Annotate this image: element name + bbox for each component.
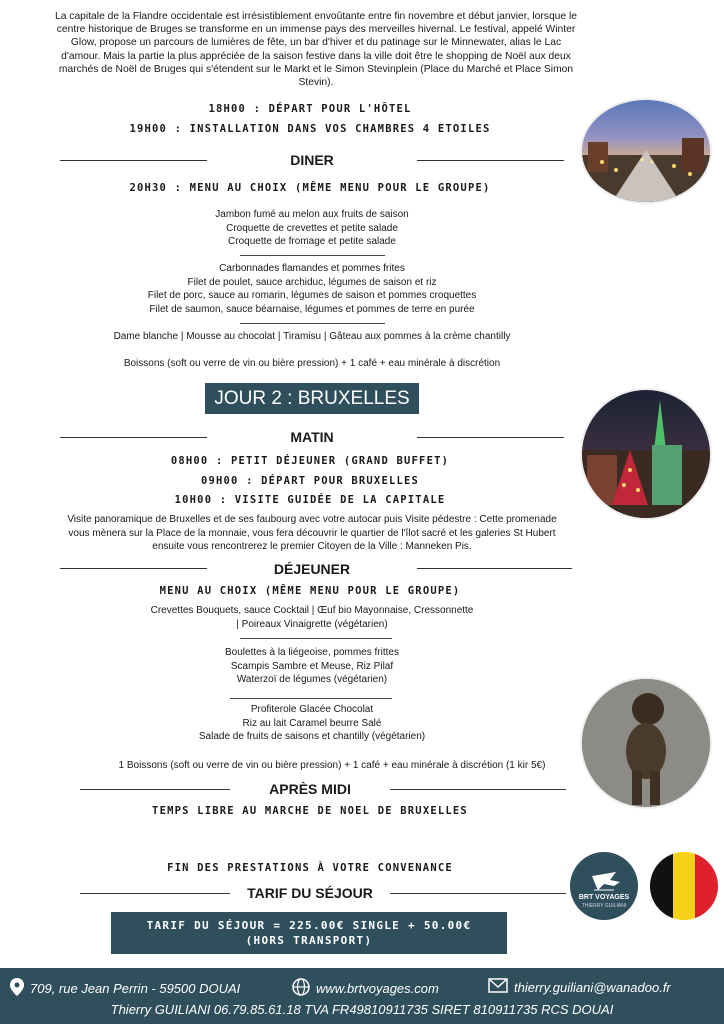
apres-midi-text: TEMPS LIBRE AU MARCHE DE NOEL DE BRUXELLES [152, 805, 468, 817]
menu-separator [240, 638, 392, 639]
logo-name: BRT VOYAGES [578, 894, 630, 901]
location-pin-icon [10, 978, 24, 999]
grand-place-photo [580, 388, 712, 520]
globe-icon [292, 978, 310, 999]
dejeuner-boissons: 1 Boissons (soft ou verre de vin ou bière pression) + 1 café + eau minérale à discrétion (1 kir 5€) [118, 760, 546, 771]
dejeuner-title: DÉJEUNER [273, 561, 351, 577]
flag-yellow-band [673, 852, 695, 920]
diner-plats [80, 262, 544, 316]
divider-right [390, 893, 566, 894]
apres-midi-title: APRÈS MIDI [269, 781, 351, 797]
day2-banner: JOUR 2 : BRUXELLES [205, 383, 419, 414]
bruges-market-photo [580, 98, 712, 204]
menu-item: | Poireaux Vinaigrette (végétarien) [236, 618, 388, 630]
dejeuner-plats [150, 646, 474, 687]
diner-title: DINER [290, 152, 334, 168]
divider-left [60, 437, 207, 438]
diner-boissons: Boissons (soft ou verre de vin ou bière pression) + 1 café + eau minérale à discrétion [123, 358, 501, 369]
menu-item: Scampis Sambre et Meuse, Riz Pilaf [230, 660, 394, 672]
dejeuner-entrees [90, 604, 534, 631]
logo-sub: THIERRY GUILIANI [581, 903, 627, 909]
menu-item: Riz au lait Caramel beurre Salé [242, 717, 382, 729]
menu-item: Boulettes à la liégeoise, pommes frittes [225, 647, 399, 658]
menu-separator [240, 255, 385, 256]
menu-item: Jambon fumé au melon aux fruits de saison [215, 209, 409, 220]
menu-separator [230, 698, 392, 699]
divider-left [80, 789, 230, 790]
schedule-departure-hotel: 18H00 : DÉPART POUR L'HÔTEL [208, 103, 412, 115]
menu-item: Salade de fruits de saisons et chantilly (végétarien) [198, 731, 426, 742]
schedule-departure-brussels: 09H00 : DÉPART POUR BRUXELLES [200, 475, 420, 487]
footer-email[interactable]: thierry.guiliani@wanadoo.fr [514, 979, 671, 995]
tarif-price: TARIF DU SÉJOUR = 225.00€ SINGLE + 50.00€ [146, 919, 472, 932]
dejeuner-desserts [150, 703, 474, 744]
menu-item: Filet de porc, sauce au romarin, légumes de saison et pommes croquettes [147, 290, 477, 301]
schedule-breakfast: 08H00 : PETIT DÉJEUNER (GRAND BUFFET) [170, 455, 450, 467]
brt-voyages-logo [570, 852, 638, 920]
end-of-services: FIN DES PRESTATIONS À VOTRE CONVENANCE [167, 862, 453, 874]
menu-item: Waterzoï de légumes (végétarien) [236, 674, 388, 685]
plane-icon [570, 852, 638, 920]
footer [0, 968, 724, 1024]
envelope-icon [488, 978, 508, 996]
footer-legal: Thierry GUILIANI 06.79.85.61.18 TVA FR49810911735 SIRET 810911735 RCS DOUAI [110, 1002, 614, 1017]
flag-black-band [650, 852, 673, 920]
belgium-flag [650, 852, 718, 920]
schedule-guided-tour: 10H00 : VISITE GUIDÉE DE LA CAPITALE [174, 494, 446, 506]
diner-desserts: Dame blanche | Mousse au chocolat | Tiramisu | Gâteau aux pommes à la crème chantilly [113, 331, 511, 342]
menu-item: Croquette de fromage et petite salade [228, 236, 396, 247]
menu-item: Croquette de crevettes et petite salade [226, 222, 398, 234]
divider-left [60, 568, 207, 569]
matin-description: Visite panoramique de Bruxelles et de ses faubourg avec votre autocar puis Visite pédestre : Cette promenade vous mènera sur la Place de la monnaie, vous fera découvrir le quartier de l'îlot sacré et les galeries St Hubert ensuite vous rencontrerez le premier Citoyen de la Ville : Manneken Pis. [67, 514, 557, 552]
footer-address: 709, rue Jean Perrin - 59500 DOUAI [30, 981, 241, 996]
menu-item: Profiterole Glacée Chocolat [250, 704, 374, 715]
tarif-note: (HORS TRANSPORT) [245, 934, 373, 947]
menu-item: Crevettes Bouquets, sauce Cocktail | Œuf bio Mayonnaise, Cressonnette [150, 605, 474, 616]
matin-title: MATIN [290, 429, 334, 445]
diner-entrees [100, 208, 524, 249]
manneken-pis-photo [580, 677, 712, 809]
divider-left [80, 893, 230, 894]
menu-item: Carbonnades flamandes et pommes frites [219, 263, 405, 274]
menu-item: Filet de poulet, sauce archiduc, légumes de saison et riz [187, 276, 437, 288]
footer-website[interactable]: www.brtvoyages.com [316, 981, 439, 996]
menu-item: Filet de saumon, sauce béarnaise, légumes et pommes de terre en purée [149, 303, 475, 315]
divider-right [417, 568, 572, 569]
dejeuner-subtitle: MENU AU CHOIX (MÊME MENU POUR LE GROUPE) [159, 585, 461, 597]
divider-right [390, 789, 566, 790]
divider-right [417, 160, 564, 161]
tarif-title: TARIF DU SÉJOUR [247, 885, 373, 901]
divider-left [60, 160, 207, 161]
flag-red-band [695, 852, 718, 920]
menu-separator [240, 323, 385, 324]
diner-subtitle: 20H30 : MENU AU CHOIX (MÊME MENU POUR LE GROUPE) [129, 182, 491, 194]
schedule-installation: 19H00 : INSTALLATION DANS VOS CHAMBRES 4 ETOILES [129, 123, 491, 135]
divider-right [417, 437, 564, 438]
intro-paragraph: La capitale de la Flandre occidentale est irrésistiblement envoûtante entre fin novembre et début janvier, lorsque le centre historique de Bruges se transforme en un immense pays des merveilles hivernal. Le festival, appelé Winter Glow, propose un parcours de lumières de fête, un bar d'hiver et du patinage sur le Minnewater, alias le Lac d'amour. Mais la partie la plus appréciée de la saison festive dans la ville doit être le shopping de Noël aux deux marchés de Noël de Bruges qui s'étendent sur le Markt et le Simon Stevinplein (Place du Marché et Place Simon Stevin). [54, 11, 578, 89]
tarif-box [111, 912, 507, 954]
